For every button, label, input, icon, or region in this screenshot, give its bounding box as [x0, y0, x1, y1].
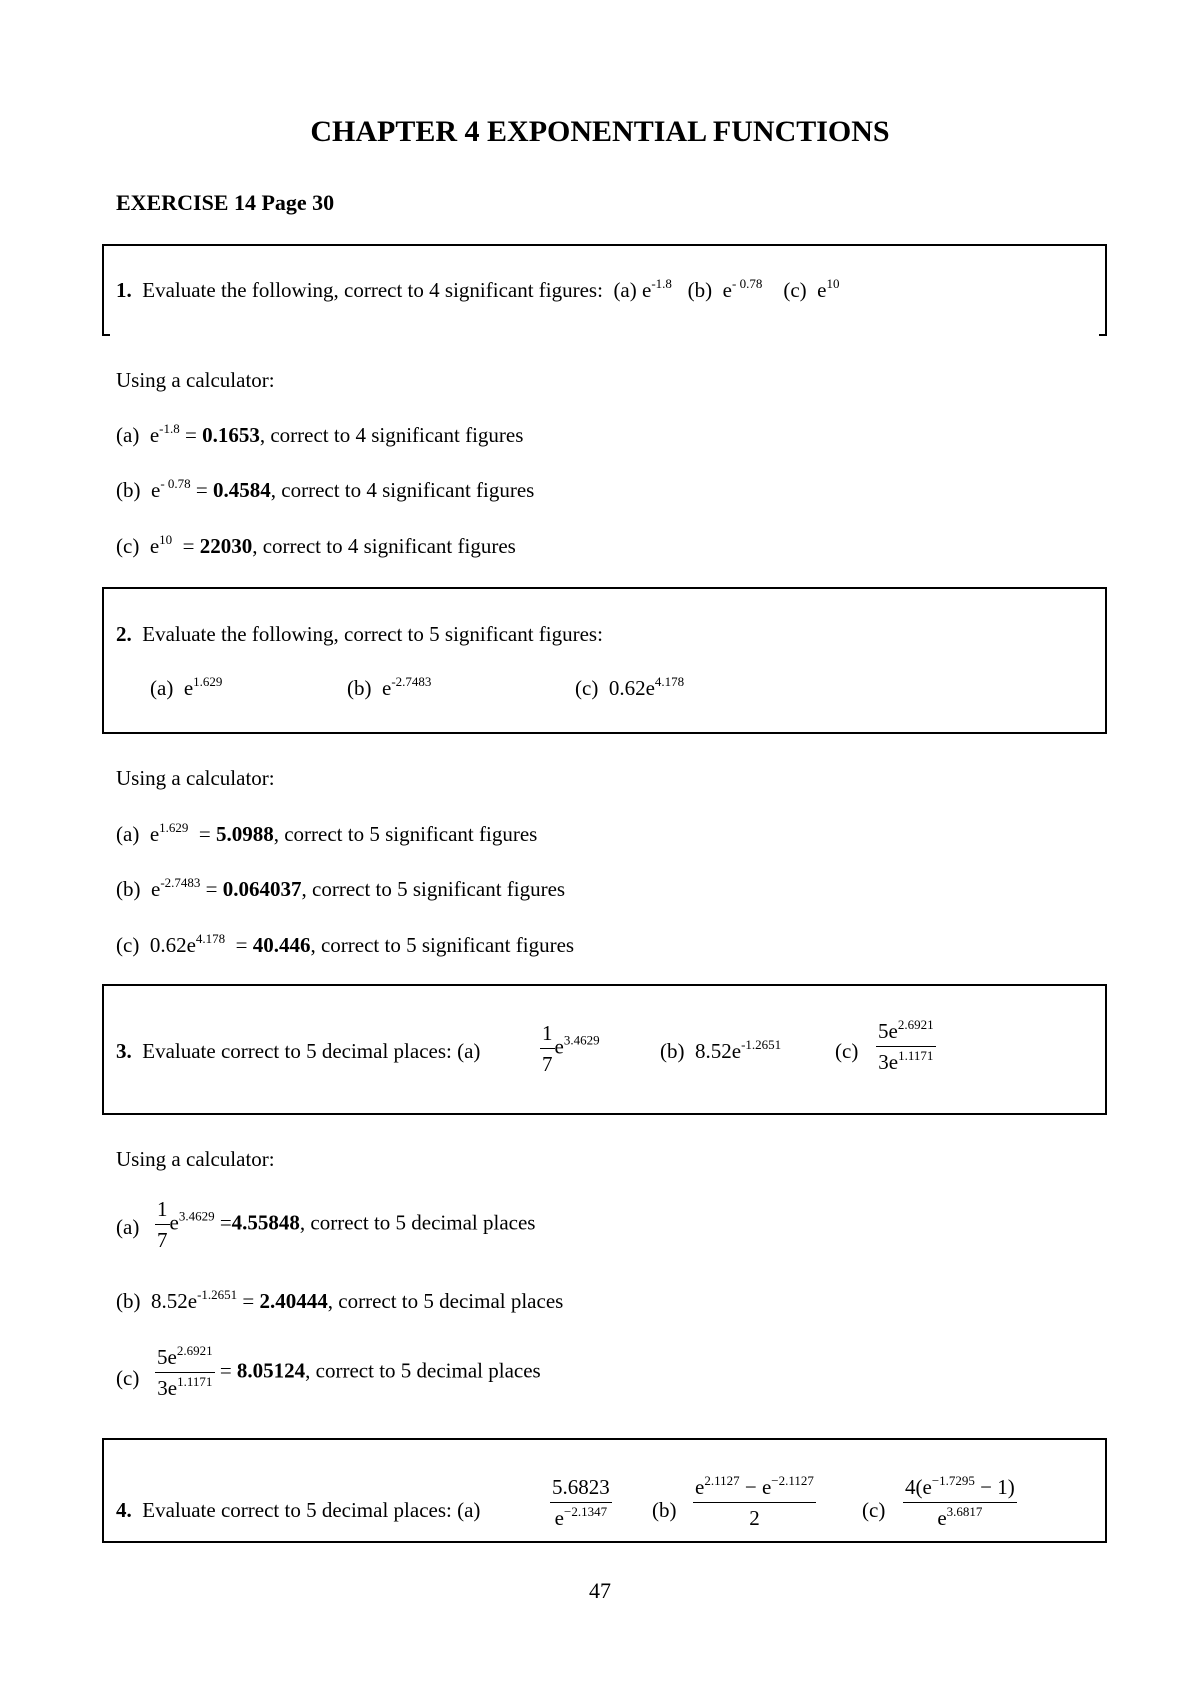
fraction — [155, 1196, 170, 1253]
answer-suffix: , correct to 4 significant figures — [270, 478, 535, 502]
exponent: −2.1347 — [563, 1504, 608, 1519]
answer-2c: (c) $0.62e^{4.178} = 40.446$, correct to 5 significant figures — [116, 931, 575, 957]
question-number: 2. — [116, 622, 132, 646]
answer-3c-expression: $\frac{5e^{2.6921}}{3e^{1.1171}}$ = 8.05124, correct to 5 decimal places — [157, 1343, 541, 1400]
exponent: 4.178 — [654, 674, 685, 689]
part-label: (c) — [575, 676, 599, 700]
part-label: (a) — [613, 278, 637, 302]
question-3a-expression: $\frac{1}{7}$ $e^{3.4629}$ — [542, 1021, 600, 1076]
numerator-prefix: 4(e — [905, 1475, 932, 1499]
answer-value: 0.064037 — [222, 877, 302, 901]
coefficient: 3 — [157, 1376, 168, 1400]
exponent: 1.629 — [193, 674, 223, 689]
exponent: - 0.78 — [160, 476, 191, 491]
answer-value: 0.1653 — [202, 423, 260, 447]
answer-suffix: , correct to 5 significant figures — [273, 822, 538, 846]
answer-value: 22030 — [199, 534, 253, 558]
fraction — [155, 1344, 215, 1401]
denominator: 7 — [157, 1228, 168, 1252]
exponent: 1.1171 — [177, 1374, 213, 1389]
answer-3c-label: (c) — [116, 1366, 140, 1390]
question-2b: (b) $e^{-2.7483}$ — [347, 674, 432, 700]
question-2c: (c) $0.62e^{4.178}$ — [575, 674, 685, 700]
question-3b: (b) $8.52e^{-1.2651}$ — [660, 1037, 782, 1063]
exponent: 3.6817 — [946, 1504, 983, 1519]
question-prompt: Evaluate the following, correct to 5 significant figures: — [142, 622, 603, 646]
coefficient: 0.62 — [149, 933, 187, 957]
coefficient: 8.52 — [695, 1039, 732, 1063]
exponent: −2.1127 — [771, 1473, 814, 1488]
part-label: (a) — [150, 676, 174, 700]
part-label: (a) — [457, 1039, 481, 1063]
answer-2a: (a) $e^{1.629} = 5.0988$, correct to 5 significant figures — [116, 820, 538, 846]
numerator-suffix: − 1) — [980, 1475, 1015, 1499]
denominator: $3e^{1.1171}$ — [878, 1048, 934, 1074]
numerator: 1 — [155, 1196, 170, 1225]
question-2 — [116, 621, 603, 647]
answer-value: 8.05124 — [236, 1358, 306, 1383]
question-prompt: Evaluate the following, correct to 4 significant figures: — [142, 278, 603, 302]
fraction — [693, 1474, 816, 1531]
part-label: (b) — [660, 1039, 685, 1063]
question-2a: (a) $e^{1.629}$ — [150, 674, 223, 700]
question-3 — [116, 1038, 480, 1064]
question-1: 1. Evaluate the following, correct to 4 significant figures: (a) $e^{-1.8}$ (b) $e^{- 0.78}$ (c) $e^{10}$ — [116, 276, 840, 302]
answer-value: 5.0988 — [215, 822, 274, 846]
exponent: 1.1171 — [898, 1048, 934, 1063]
answer-3a-expression: $\frac{1}{7}$ $e^{3.4629} =4.55848$, correct to 5 decimal places — [157, 1197, 536, 1252]
exponent: 4.178 — [195, 931, 226, 946]
answer-2b: (b) $e^{-2.7483} = 0.064037$, correct to 5 significant figures — [116, 875, 566, 901]
coefficient: 3 — [878, 1050, 889, 1074]
numerator: $e^{2.1127} - e^{-2.1127}$ — [693, 1474, 816, 1503]
denominator: $e^{-2.1347}$ — [554, 1504, 608, 1530]
using-calculator-1: Using a calculator: — [116, 368, 275, 392]
fraction — [903, 1474, 1017, 1531]
question-prompt: Evaluate correct to 5 decimal places: — [142, 1039, 452, 1063]
question-4 — [116, 1497, 480, 1523]
fraction — [540, 1020, 555, 1077]
denominator: $3e^{1.1171}$ — [157, 1374, 213, 1400]
using-calculator-3: Using a calculator: — [116, 1147, 275, 1171]
question-3c-expression — [876, 1018, 936, 1075]
answer-3b: (b) $8.52e^{-1.2651} = 2.40444$, correct to 5 decimal places — [116, 1287, 564, 1313]
exponent: 3.4629 — [563, 1032, 600, 1048]
answer-1c: (c) $e^{10} = 22030$, correct to 4 significant figures — [116, 532, 516, 558]
answer-1a: (a) $e^{-1.8} = 0.1653$, correct to 4 significant figures — [116, 421, 524, 447]
numerator: $5e^{2.6921}$ — [155, 1344, 215, 1373]
answer-suffix: , correct to 5 significant figures — [301, 877, 566, 901]
numerator: 5.6823 — [550, 1474, 612, 1503]
part-label: (b) — [347, 676, 372, 700]
part-label: (c) — [783, 278, 807, 302]
answer-value: 2.40444 — [259, 1289, 328, 1313]
exponent: - 0.78 — [732, 276, 763, 291]
part-label: (b) — [116, 1289, 141, 1313]
answer-suffix: , correct to 5 decimal places — [299, 1210, 536, 1235]
coefficient: 5 — [878, 1019, 889, 1043]
answer-suffix: , correct to 5 decimal places — [327, 1289, 564, 1313]
question-4c-label: (c) — [862, 1498, 886, 1522]
part-label: (a) — [116, 822, 140, 846]
part-label: (a) — [116, 423, 140, 447]
coefficient: 0.62 — [608, 676, 646, 700]
page-number: 47 — [589, 1578, 611, 1603]
part-label: (b) — [687, 278, 713, 302]
answer-3a — [116, 1214, 139, 1240]
chapter-title: CHAPTER 4 EXPONENTIAL FUNCTIONS — [310, 115, 890, 148]
part-label: (b) — [116, 877, 141, 901]
exponent: -2.7483 — [391, 674, 432, 689]
answer-value: 40.446 — [252, 933, 311, 957]
part-label: (a) — [457, 1498, 481, 1522]
exponent: -1.8 — [651, 276, 672, 291]
exponent: 10 — [159, 532, 173, 547]
question-number: 1. — [116, 278, 132, 302]
numerator: 1 — [540, 1020, 555, 1049]
denominator: $e^{3.6817}$ — [937, 1504, 983, 1530]
answer-value: 0.4584 — [213, 478, 271, 502]
exponent: 2.1127 — [704, 1473, 740, 1488]
exponent: 3.4629 — [178, 1208, 215, 1224]
denominator: 7 — [542, 1052, 553, 1076]
answer-suffix: , correct to 4 significant figures — [259, 423, 524, 447]
answer-1b: (b) $e^{- 0.78} = 0.4584$, correct to 4 significant figures — [116, 476, 535, 502]
part-label: (b) — [116, 478, 141, 502]
part-label: (a) — [116, 1215, 140, 1239]
exponent: 2.6921 — [176, 1343, 213, 1358]
answer-suffix: , correct to 5 significant figures — [310, 933, 575, 957]
fraction — [550, 1474, 612, 1531]
answer-suffix: , correct to 4 significant figures — [252, 534, 516, 558]
exponent: 2.6921 — [897, 1017, 934, 1032]
exponent: -1.2651 — [741, 1037, 782, 1052]
question-4b-label: (b) — [652, 1498, 677, 1522]
exponent: -2.7483 — [160, 875, 201, 890]
numerator — [903, 1474, 1017, 1503]
part-label: (c) — [116, 933, 140, 957]
minus-sign: − — [744, 1475, 757, 1499]
answer-suffix: , correct to 5 decimal places — [305, 1358, 541, 1383]
denominator: 2 — [749, 1506, 760, 1530]
using-calculator-2: Using a calculator: — [116, 766, 275, 790]
question-number: 4. — [116, 1498, 132, 1522]
question-2-box — [102, 587, 1107, 734]
coefficient: 5 — [157, 1345, 168, 1369]
answer-value: 4.55848 — [231, 1210, 300, 1235]
exercise-heading: EXERCISE 14 Page 30 — [116, 190, 335, 215]
exponent: -1.8 — [159, 421, 180, 436]
question-4b-expression — [693, 1474, 816, 1531]
part-label: (c) — [116, 534, 140, 558]
exponent: 1.629 — [159, 820, 189, 835]
coefficient: 8.52 — [151, 1289, 188, 1313]
question-4c-expression — [903, 1474, 1017, 1531]
fraction — [876, 1018, 936, 1075]
exponent: 10 — [826, 276, 840, 291]
question-4a-expression — [550, 1474, 612, 1531]
exponent: -1.2651 — [197, 1287, 238, 1302]
numerator: $5e^{2.6921}$ — [876, 1018, 936, 1047]
question-prompt: Evaluate correct to 5 decimal places: — [142, 1498, 452, 1522]
exponent: −1.7295 — [931, 1473, 975, 1488]
question-number: 3. — [116, 1039, 132, 1063]
question-3c-label: (c) — [835, 1039, 859, 1063]
